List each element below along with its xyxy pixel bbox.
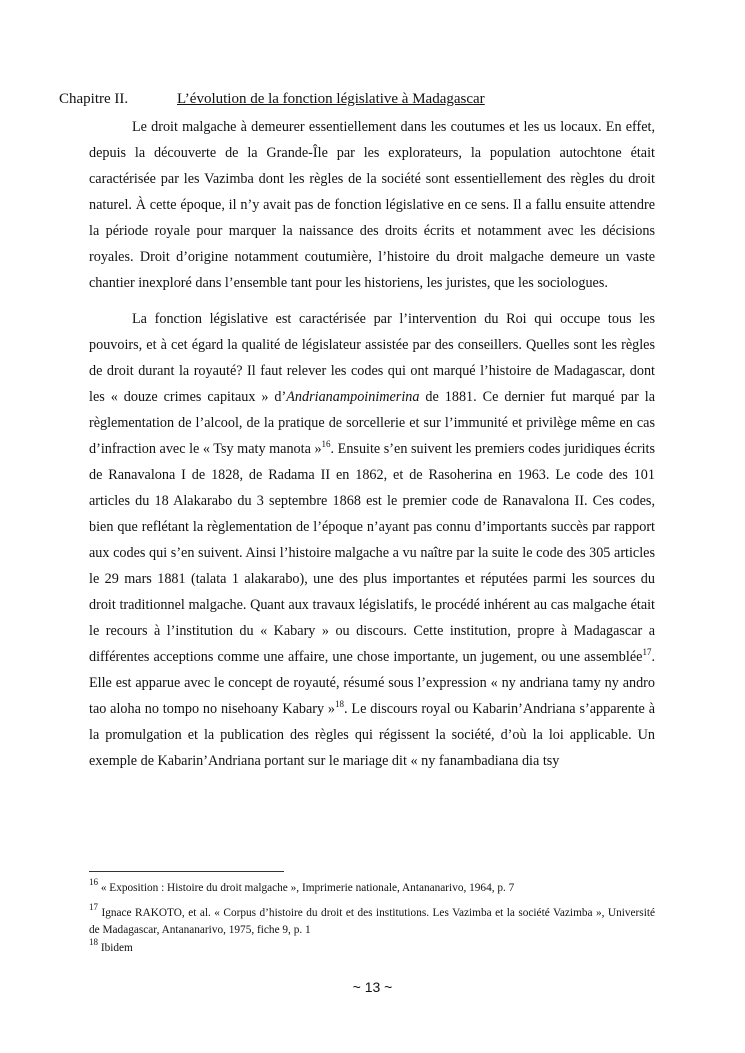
footnote-text: Ignace RAKOTO, et al. « Corpus d’histoire du droit et des institutions. Les Vazimba et la société Vazimba », Université de Madagascar, Antananarivo, 1975, fiche 9, p. 1 — [89, 907, 655, 936]
footnote-number: 16 — [89, 877, 98, 887]
paragraph-1: Le droit malgache à demeurer essentiellement dans les coutumes et les us locaux. En effet, depuis la découverte de la Grande-Île par les explorateurs, la population autochtone était caractérisée par les Vazimba dont les règles de la société sont essentiellement des règles du droit naturel. À cette époque, il n’y avait pas de fonction législative en ce sens. Il a fallu ensuite attendre la période royale pour marquer la naissance des droits écrits et notamment avec les décisions royales. Droit d’origine notamment coutumière, l’histoire du droit malgache demeure un vaste chantier inexploré dans l’ensemble tant pour les historiens, les juristes, que les sociologues. — [89, 119, 655, 291]
footnote-16 — [89, 877, 655, 897]
footnote-number: 17 — [89, 902, 98, 912]
paragraph-2-part-1: La fonction législative est caractérisée par l’intervention du Roi qui occupe tous les pouvoirs, et à cet égard la qualité de législateur assistée par des conseillers. Quelles sont les règles de droit durant la royauté? Il faut relever les codes qui ont marqué l’histoire de Madagascar, dont les « douze crimes capitaux » d’ — [89, 311, 655, 405]
footnote-text: Ibidem — [98, 942, 133, 954]
paragraph-2 — [89, 306, 655, 774]
chapter-title: L’évolution de la fonction législative à Madagascar — [177, 91, 485, 107]
footnote-ref-18[interactable]: 18 — [335, 699, 345, 709]
paragraph-2-part-5: . Le discours royal ou Kabarin’Andriana s’apparente à la promulgation et la publication des règles qui régissent la société, d’où la loi applicable. Un exemple de Kabarin’Andriana portant sur le mariage dit « ny fanambadiana dia tsy — [89, 701, 655, 769]
footnote-ref-16[interactable]: 16 — [321, 439, 331, 449]
footnote-text: « Exposition : Histoire du droit malgache », Imprimerie nationale, Antananarivo, 1964, p. 7 — [98, 882, 515, 894]
footnote-17 — [89, 902, 655, 939]
paragraph-2-part-2: de 1881. Ce dernier fut marqué par la règlementation de l’alcool, de la pratique de sorcellerie et sur l’immunité et privilège même en cas d’infraction avec le « Tsy maty manota » — [89, 389, 655, 457]
footnotes — [89, 877, 655, 965]
footnote-18 — [89, 937, 655, 957]
footnote-ref-17[interactable]: 17 — [642, 647, 652, 657]
footnote-number: 18 — [89, 937, 98, 947]
paragraph-2-part-4: . Elle est apparue avec le concept de royauté, résumé sous l’expression « ny andriana tamy ny andro tao aloha no tompo no nisehoany Kabary » — [89, 649, 655, 717]
person-name: Andrianampoinimerina — [286, 389, 420, 405]
body-text — [89, 114, 655, 774]
footnote-separator — [89, 871, 284, 872]
page-number: ~ 13 ~ — [352, 979, 393, 995]
paragraph-2-part-3: . Ensuite s’en suivent les premiers codes juridiques écrits de Ranavalona I de 1828, de Radama II en 1862, et de Rasoherina en 1963. Le code des 101 articles du 18 Alakarabo du 3 septembre 1868 est le premier code de Ranavalona II. Ces codes, bien que reflétant la règlementation de l’époque n’ayant pas connu d’importants succès par rapport aux codes qui s’en suivent. Ainsi l’histoire malgache a vu naître par la suite le code des 305 articles le 29 mars 1881 (talata 1 alakarabo), une des plus importantes et réputées parmi les sources du droit traditionnel malgache. Quant aux travaux législatifs, le procédé inhérent au cas malgache était le recours à l’institution du « Kabary » ou discours. Cette institution, propre à Madagascar a différentes acceptions comme une affaire, une chose importante, un jugement, ou une assemblée — [89, 441, 656, 665]
chapter-heading — [59, 89, 699, 109]
chapter-number: Chapitre II. — [59, 91, 129, 107]
